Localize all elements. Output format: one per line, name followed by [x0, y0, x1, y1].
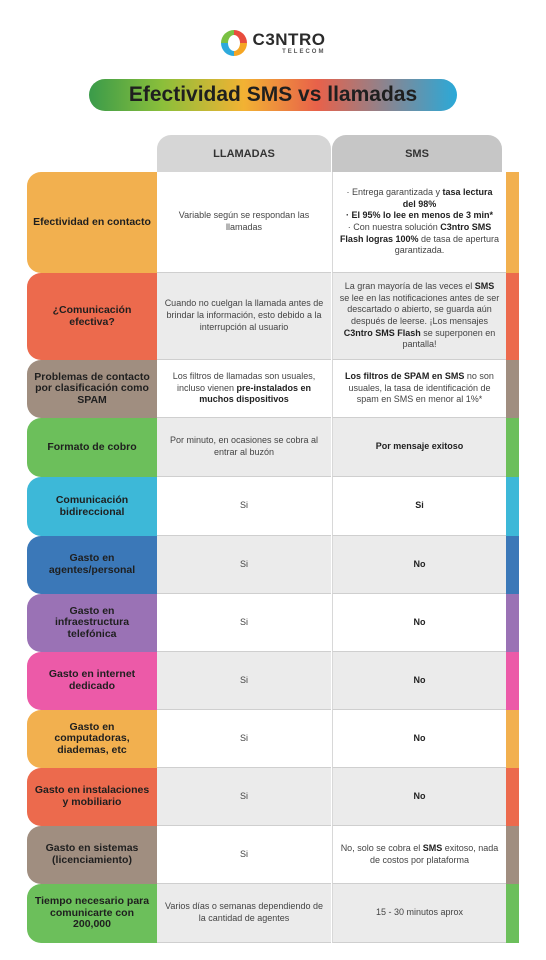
sms-cell — [332, 768, 506, 826]
row-label: Tiempo necesario para comunicarte con 200,000 — [27, 884, 157, 943]
sms-cell-text: No — [413, 558, 426, 569]
table-row — [0, 594, 546, 652]
sms-cell — [332, 536, 506, 594]
table-row — [0, 477, 546, 536]
llamadas-cell-text: Por minuto, en ocasiones se cobra al entrar al buzón — [169, 435, 319, 457]
sms-cell — [332, 884, 506, 943]
column-header-llamadas: LLAMADAS — [157, 135, 331, 172]
sms-cell-text: Si — [415, 500, 424, 511]
sms-cell-text: No — [413, 674, 426, 685]
row-label: Gasto en agentes/personal — [27, 536, 157, 594]
row-label: Gasto en instalaciones y mobiliario — [27, 768, 157, 826]
row-label: Gasto en infraestructura telefónica — [27, 594, 157, 652]
llamadas-cell-text: Si — [239, 732, 248, 743]
sms-cell-text: Los filtros de SPAM en SMS no son usuales, la tasa de identificación de spam en SMS en menor al 1%* — [345, 370, 494, 405]
row-accent-bar — [506, 652, 519, 710]
llamadas-cell — [157, 273, 331, 360]
sms-cell-text: · Entrega garantizada y tasa lectura del 98% · El 95% lo lee en menos de 3 min* · Con nuestra solución C3ntro SMS Flash logras 100% de tasa de apertura garantizada. — [339, 186, 500, 256]
llamadas-cell-text: Si — [239, 500, 248, 511]
sms-cell-text: 15 - 30 minutos aprox — [375, 907, 464, 918]
sms-cell — [332, 652, 506, 710]
llamadas-cell — [157, 360, 331, 418]
llamadas-cell-text: Si — [239, 848, 248, 859]
row-label: Comunicación bidireccional — [27, 477, 157, 536]
table-row — [0, 360, 546, 418]
row-label: Formato de cobro — [27, 418, 157, 477]
sms-cell-text: No, solo se cobra el SMS exitoso, nada de costos por plataforma — [340, 842, 499, 865]
page-title: Efectividad SMS vs llamadas — [128, 83, 418, 106]
sms-cell — [332, 594, 506, 652]
llamadas-cell-text: Si — [239, 674, 248, 685]
llamadas-cell-text: Varios días o semanas dependiendo de la cantidad de agentes — [165, 901, 323, 923]
table-row — [0, 768, 546, 826]
sms-cell — [332, 172, 506, 273]
row-accent-bar — [506, 826, 519, 884]
sms-cell — [332, 360, 506, 418]
row-accent-bar — [506, 273, 519, 360]
table-row — [0, 172, 546, 273]
table-row — [0, 826, 546, 884]
llamadas-cell-text: Cuando no cuelgan la llamada antes de brindar la información, esto debido a la interrupción al usuario — [164, 298, 324, 332]
sms-cell-text: No — [413, 616, 426, 627]
sms-cell — [332, 273, 506, 360]
row-accent-bar — [506, 768, 519, 826]
table-row — [0, 418, 546, 477]
sms-cell-text: No — [413, 790, 426, 801]
table-row — [0, 536, 546, 594]
llamadas-cell — [157, 710, 331, 768]
sms-cell — [332, 710, 506, 768]
row-label: Efectividad en contacto — [27, 172, 157, 273]
sms-cell — [332, 826, 506, 884]
brand-logo — [0, 30, 546, 56]
row-accent-bar — [506, 477, 519, 536]
row-accent-bar — [506, 710, 519, 768]
sms-cell — [332, 418, 506, 477]
llamadas-cell-text: Los filtros de llamadas son usuales, incluso vienen pre-instalados en muchos dispositivos — [172, 370, 316, 405]
row-accent-bar — [506, 594, 519, 652]
row-label: Gasto en sistemas (licenciamiento) — [27, 826, 157, 884]
table-row — [0, 710, 546, 768]
llamadas-cell — [157, 768, 331, 826]
brand-mark-icon — [221, 30, 247, 56]
llamadas-cell-text: Si — [239, 790, 248, 801]
llamadas-cell — [157, 884, 331, 943]
brand-wordmark — [253, 31, 326, 55]
row-accent-bar — [506, 418, 519, 477]
llamadas-cell — [157, 418, 331, 477]
row-accent-bar — [506, 536, 519, 594]
llamadas-cell-text: Si — [239, 558, 248, 569]
sms-cell-text: Por mensaje exitoso — [375, 441, 464, 452]
llamadas-cell-text: Si — [239, 616, 248, 627]
row-accent-bar — [506, 360, 519, 418]
table-row — [0, 273, 546, 360]
llamadas-cell — [157, 536, 331, 594]
row-accent-bar — [506, 172, 519, 273]
llamadas-cell — [157, 594, 331, 652]
brand-name: C3NTRO — [252, 30, 326, 49]
row-label: Problemas de contacto por clasificación como SPAM — [27, 360, 157, 418]
sms-cell-text: La gran mayoría de las veces el SMS se lee en las notificaciones antes de ser descartado o abierto, se guarda aún después de leerse. ¡Los mensajes C3ntro SMS Flash se superponen en pantalla! — [339, 280, 500, 350]
column-header-sms: SMS — [332, 135, 502, 172]
brand-subtitle: TELECOM — [282, 49, 326, 55]
row-accent-bar — [506, 884, 519, 943]
table-row — [0, 652, 546, 710]
llamadas-cell-text: Variable según se respondan las llamadas — [178, 210, 310, 232]
sms-cell — [332, 477, 506, 536]
table-row — [0, 884, 546, 943]
row-label: Gasto en computadoras, diademas, etc — [27, 710, 157, 768]
llamadas-cell — [157, 652, 331, 710]
llamadas-cell — [157, 172, 331, 273]
sms-cell-text: No — [413, 732, 426, 743]
llamadas-cell — [157, 826, 331, 884]
row-label: Gasto en internet dedicado — [27, 652, 157, 710]
row-label: ¿Comunicación efectiva? — [27, 273, 157, 360]
llamadas-cell — [157, 477, 331, 536]
page-title-banner — [89, 79, 457, 111]
